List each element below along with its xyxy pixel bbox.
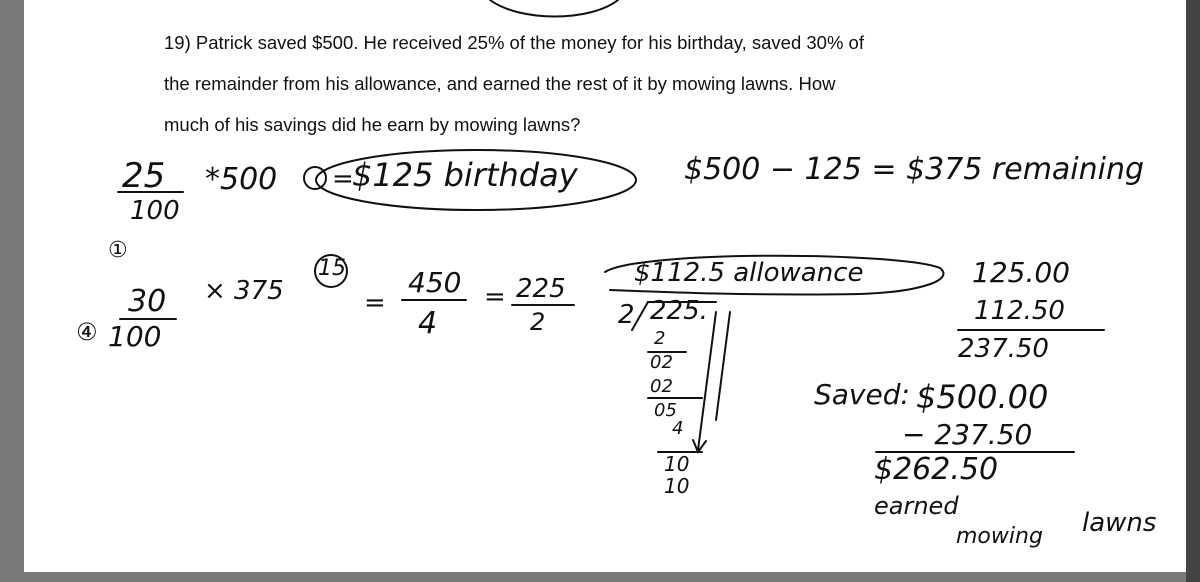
- division-row: 02: [650, 352, 673, 373]
- top-curve-mark: [490, 0, 618, 17]
- step2-circled-15: 15: [318, 256, 346, 281]
- division-row: 10: [664, 452, 690, 476]
- step2-frac1-den: 4: [418, 306, 438, 341]
- division-row: 4: [672, 418, 684, 439]
- step2-eq2: =: [484, 282, 506, 312]
- saved-label: Saved:: [814, 378, 910, 411]
- step1-equals: =: [332, 164, 354, 194]
- step1-times: *500: [205, 162, 278, 197]
- step1-numerator: 25: [122, 156, 166, 196]
- mowing-note: mowing: [956, 524, 1043, 549]
- saved-amount: $500.00: [916, 378, 1049, 416]
- step2-numerator: 30: [128, 284, 167, 319]
- division-dividend: 225.: [650, 296, 708, 326]
- division-row: 10: [664, 474, 690, 498]
- step2-frac2-den: 2: [530, 308, 546, 336]
- circled-label-1: ①: [108, 238, 128, 263]
- saved-minus: − 237.50: [902, 418, 1033, 451]
- step2-times: × 375: [204, 276, 284, 306]
- step2-frac1-num: 450: [408, 266, 462, 299]
- division-arrow-1: [698, 312, 716, 450]
- addition-sum: 237.50: [958, 334, 1049, 364]
- division-row: 05: [654, 400, 677, 421]
- step2-eq1: =: [364, 288, 386, 318]
- earned-note: earned: [874, 492, 959, 520]
- step2-denominator: 100: [108, 320, 162, 353]
- allowance-result: $112.5 allowance: [634, 258, 864, 288]
- problem-line-2: the remainder from his allowance, and earned the rest of it by mowing lawns. How: [164, 73, 836, 94]
- division-divisor: 2: [618, 300, 635, 330]
- lawns-note: lawns: [1082, 508, 1157, 538]
- division-row: 2: [654, 328, 666, 349]
- step1-result: $125 birthday: [352, 156, 578, 194]
- division-row: 02: [650, 376, 673, 397]
- problem-number: 19): [164, 32, 191, 53]
- remaining-calc: $500 − 125 = $375 remaining: [684, 152, 1145, 187]
- division-arrow-2: [716, 312, 730, 420]
- problem-text-1: Patrick saved $500. He received 25% of the money for his birthday, saved 30% of: [195, 32, 864, 53]
- circle-small: [304, 167, 326, 189]
- problem-line-3: much of his savings did he earn by mowing lawns?: [164, 114, 581, 135]
- earned-result: $262.50: [874, 452, 999, 487]
- step1-denominator: 100: [130, 196, 180, 226]
- circled-label-4: ④: [76, 318, 98, 346]
- addition-line-1: 125.00: [972, 256, 1070, 289]
- addition-line-2: 112.50: [974, 296, 1065, 326]
- step2-frac2-num: 225: [516, 274, 566, 304]
